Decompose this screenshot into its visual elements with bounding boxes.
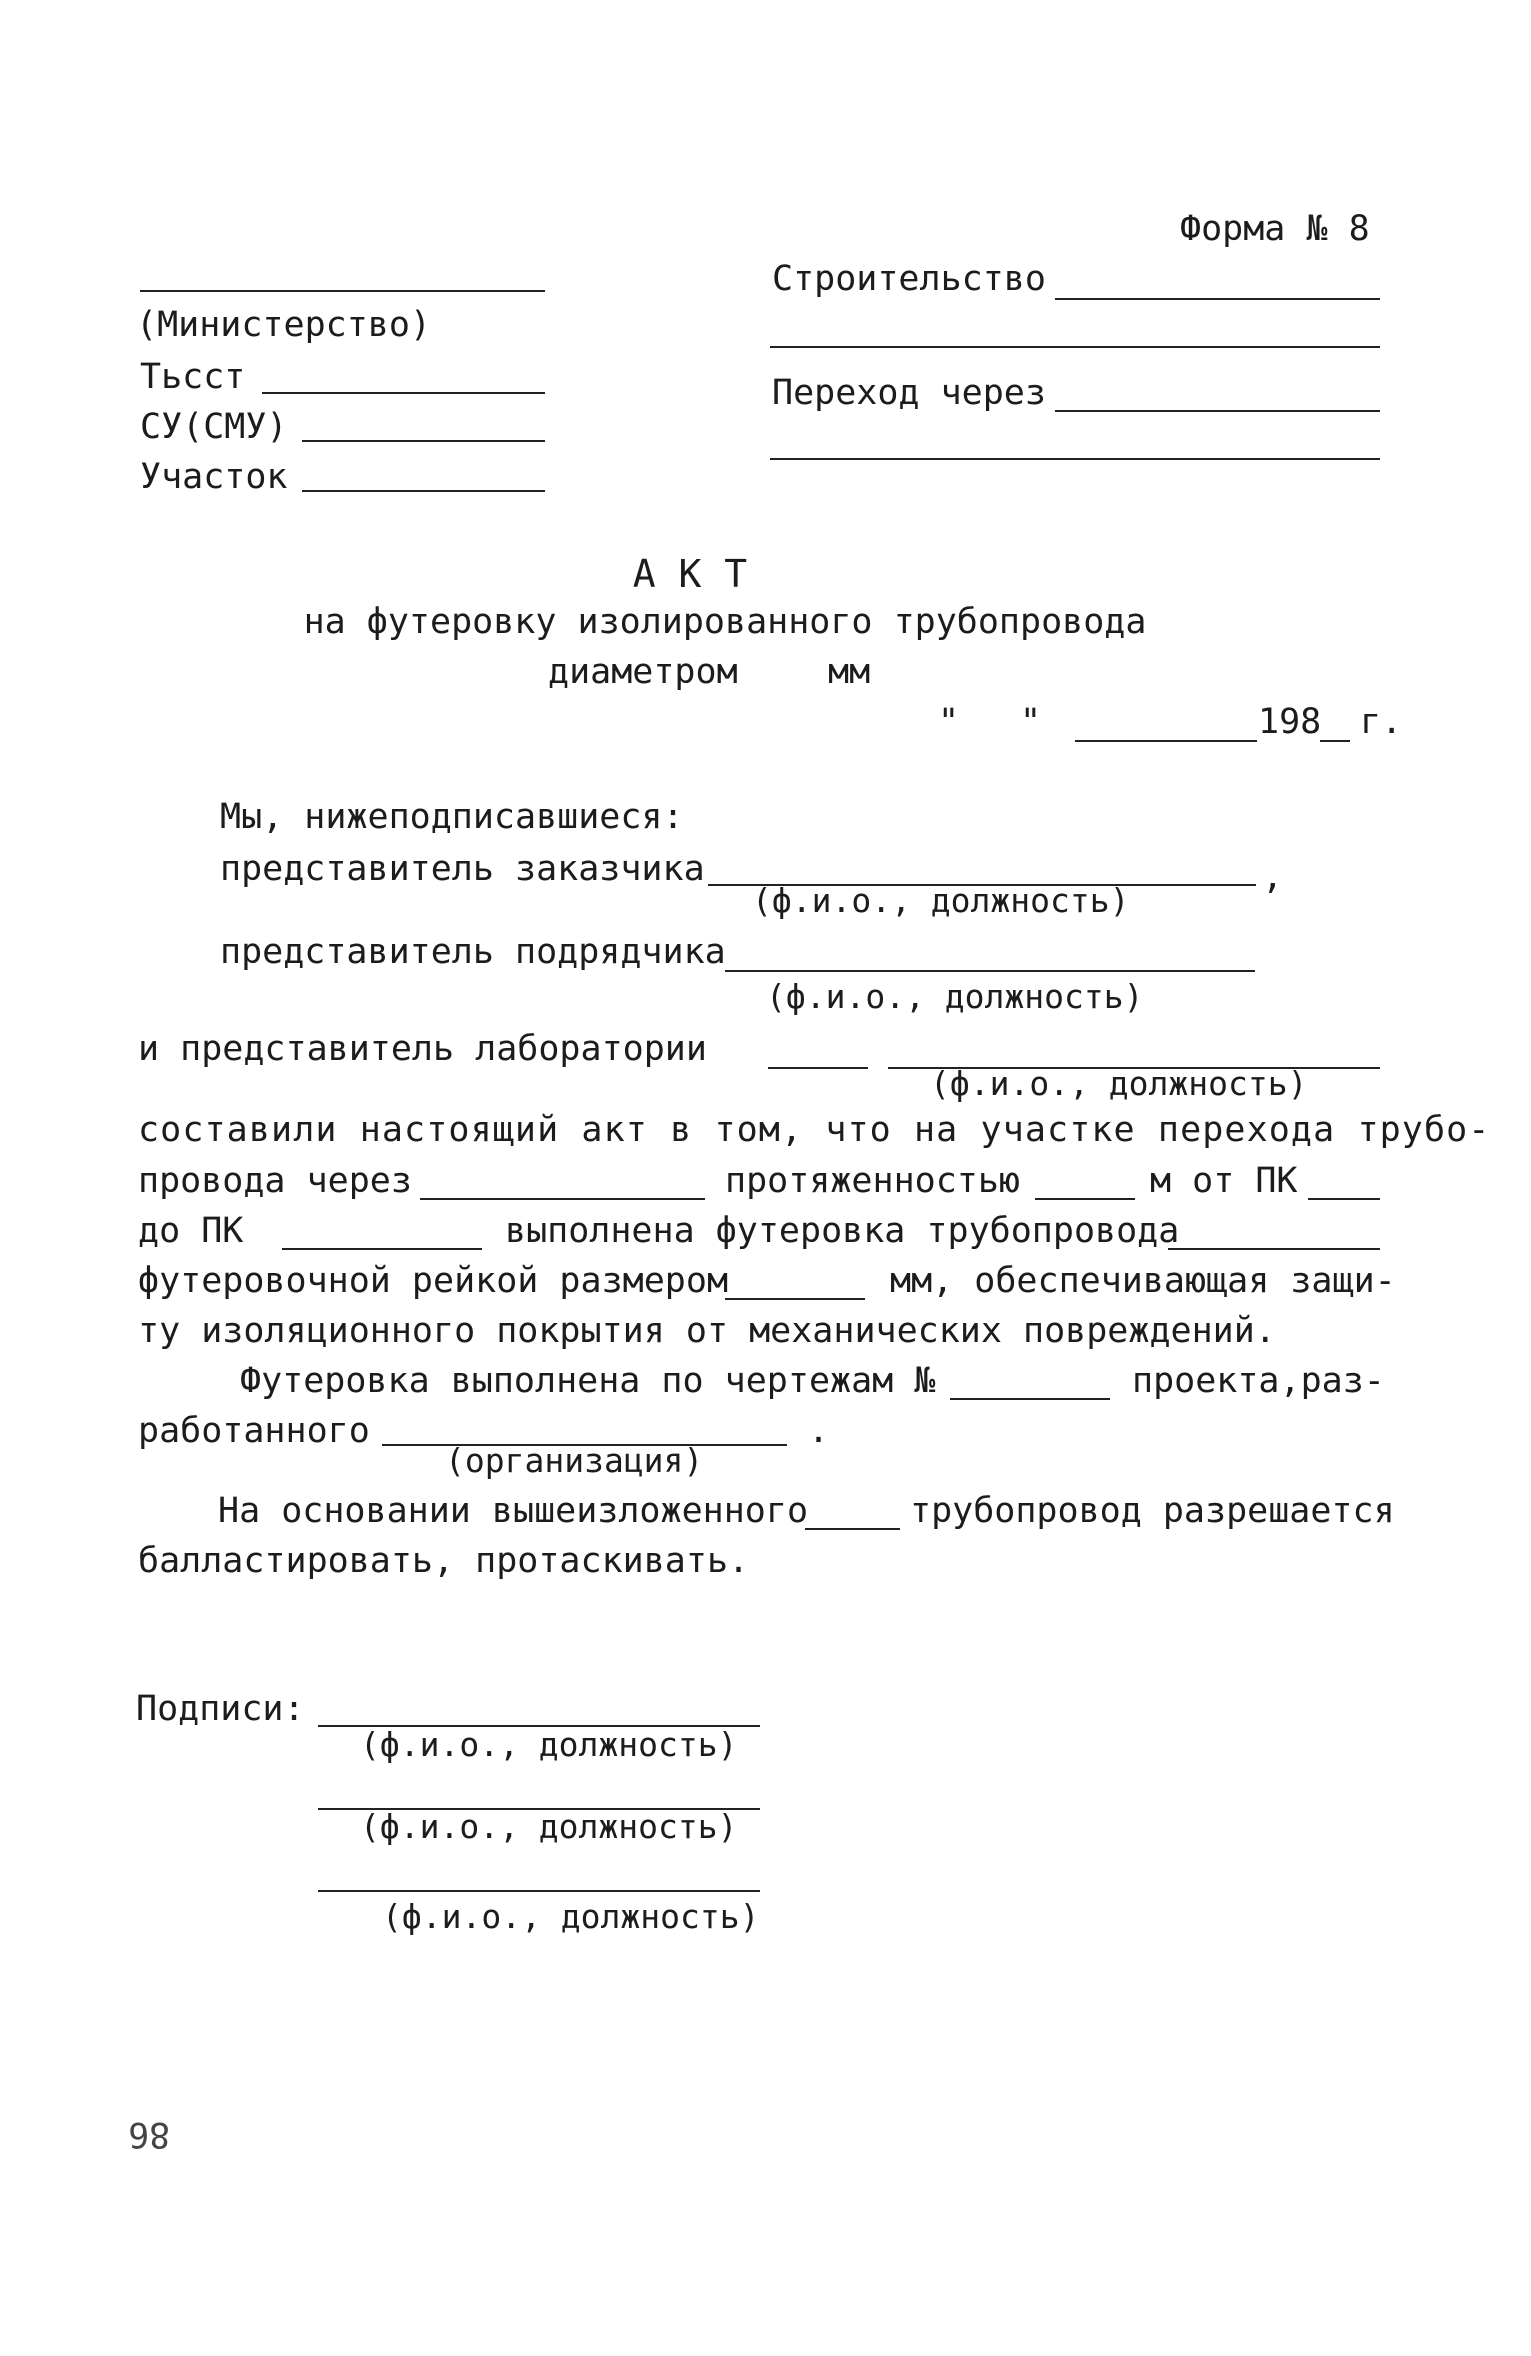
trust-field[interactable] <box>262 392 545 394</box>
body-line-4b: мм, обеспечивающая защи- <box>890 1261 1396 1301</box>
ministry-label: (Министерство) <box>136 305 432 345</box>
length-field[interactable] <box>1035 1198 1135 1200</box>
date-quote-close: " <box>1020 702 1042 742</box>
signature-caption-3: (ф.и.о., должность) <box>382 1897 760 1936</box>
contractor-rep-label: представитель подрядчика <box>220 932 726 972</box>
section-label: Участок <box>140 457 288 497</box>
body-line-7a: работанного <box>138 1411 370 1451</box>
signatures-label: Подписи: <box>136 1689 305 1729</box>
signature-caption-1: (ф.и.о., должность) <box>360 1725 738 1764</box>
date-year-field[interactable] <box>1320 740 1350 742</box>
construction-field-2[interactable] <box>770 346 1380 348</box>
contractor-rep-caption: (ф.и.о., должность) <box>766 977 1144 1016</box>
body-line-8a: На основании вышеизложенного <box>218 1491 809 1531</box>
crossing-through-field[interactable] <box>420 1198 705 1200</box>
rail-size-field[interactable] <box>725 1298 865 1300</box>
date-year-suffix: г. <box>1360 702 1403 742</box>
crossing-label: Переход через <box>772 373 1046 413</box>
pipeline-field[interactable] <box>1168 1248 1380 1250</box>
customer-rep-caption: (ф.и.о., должность) <box>752 881 1130 920</box>
act-subject: на футеровку изолированного трубопровода <box>303 602 1147 642</box>
trust-label: Тьсст <box>140 357 246 397</box>
body-line-4a: футеровочной рейкой размером <box>138 1261 729 1301</box>
body-line-2a: провода через <box>138 1161 412 1201</box>
construction-label: Строительство <box>772 259 1046 299</box>
body-line-1: составили настоящий акт в том, что на участке перехода трубо- <box>138 1110 1491 1150</box>
customer-rep-label: представитель заказчика <box>220 849 705 889</box>
contractor-rep-field[interactable] <box>725 970 1255 972</box>
date-month-field[interactable] <box>1075 740 1257 742</box>
body-line-7b: . <box>808 1411 830 1451</box>
drawing-number-field[interactable] <box>950 1398 1110 1400</box>
su-smu-label: СУ(СМУ) <box>140 407 288 447</box>
lab-rep-label: и представитель лаборатории <box>138 1029 707 1069</box>
body-line-9: балластировать, протаскивать. <box>138 1541 750 1581</box>
conclusion-field[interactable] <box>805 1528 900 1530</box>
ministry-field[interactable] <box>140 290 545 292</box>
body-line-3b: выполнена футеровка трубопровода <box>505 1211 1180 1251</box>
body-line-6b: проекта,раз- <box>1132 1361 1385 1401</box>
construction-field[interactable] <box>1055 298 1380 300</box>
lab-rep-field-a[interactable] <box>768 1067 868 1069</box>
diameter-unit: мм <box>828 652 871 692</box>
body-line-3a: до ПК <box>138 1211 244 1251</box>
intro-text: Мы, нижеподписавшиеся: <box>220 797 684 837</box>
body-line-2b: протяженностью <box>725 1161 1021 1201</box>
body-line-6a: Футеровка выполнена по чертежам № <box>240 1361 936 1401</box>
pk-to-field[interactable] <box>282 1248 482 1250</box>
crossing-field[interactable] <box>1055 410 1380 412</box>
organization-caption: (организация) <box>445 1441 704 1480</box>
act-title: А К Т <box>632 552 748 596</box>
signature-caption-2: (ф.и.о., должность) <box>360 1807 738 1846</box>
form-number: Форма № 8 <box>1180 209 1370 249</box>
date-quote-open: " <box>938 702 960 742</box>
page-number: 86 <box>128 2114 171 2154</box>
pk-from-field[interactable] <box>1308 1198 1380 1200</box>
body-line-8b: трубопровод разрешается <box>910 1491 1395 1531</box>
customer-rep-comma: , <box>1262 857 1284 897</box>
diameter-label: диаметром <box>548 652 738 692</box>
body-line-5: ту изоляционного покрытия от механических повреждений. <box>138 1311 1276 1351</box>
crossing-field-2[interactable] <box>770 458 1380 460</box>
su-smu-field[interactable] <box>302 440 545 442</box>
section-field[interactable] <box>302 490 545 492</box>
date-year: 198 <box>1258 702 1322 742</box>
body-line-2c: м от ПК <box>1150 1161 1298 1201</box>
lab-rep-caption: (ф.и.о., должность) <box>930 1064 1308 1103</box>
signature-line-3[interactable] <box>318 1890 760 1892</box>
